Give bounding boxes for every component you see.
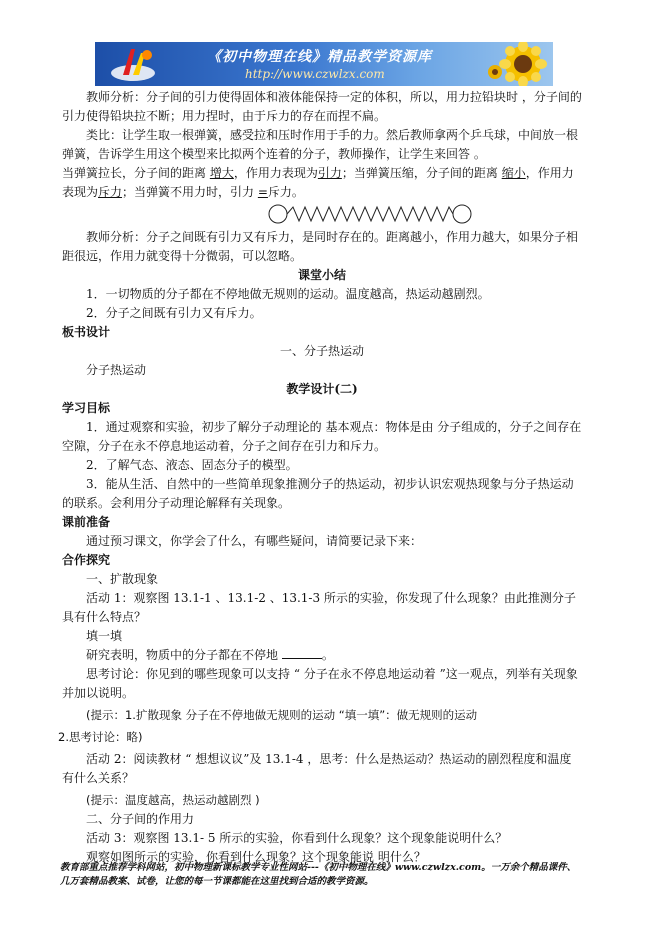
summary-item-1: 1．一切物质的分子都在不停地做无规则的运动。温度越高，热运动越剧烈。 bbox=[86, 287, 490, 301]
board-line-2: 分子热运动 bbox=[86, 363, 147, 377]
answer-equal: = bbox=[257, 185, 268, 199]
explore-heading: 合作探究 bbox=[62, 553, 111, 567]
fill-text: 研究表明，物质中的分子都在不停地 bbox=[86, 648, 282, 662]
answer-repulsion: 斥力 bbox=[98, 185, 123, 199]
spring-text-e: ；当弹簧不用力时，引力 bbox=[122, 185, 258, 199]
spring-text-c: ；当弹簧压缩，分子间的距离 bbox=[341, 166, 502, 180]
sunflower-icon bbox=[487, 42, 551, 86]
goal-3: 3．能从生活、自然中的一些简单现象推测分子的热运动，初步认识宏观热现象与分子热运动的联系。会利用分子动理论解释有关现象。 bbox=[62, 477, 574, 510]
answer-increase: 增大 bbox=[209, 166, 234, 180]
design-two-heading: 教学设计(二) bbox=[286, 382, 358, 396]
activity-3b: 观察如图所示的实验，你看到什么现象？这个现象能说 明什么？ bbox=[86, 850, 426, 864]
goals-heading: 学习目标 bbox=[62, 401, 111, 415]
spring-text-a: 当弹簧拉长，分子间的距离 bbox=[62, 166, 210, 180]
spring-figure-row bbox=[62, 202, 582, 228]
spring-model-figure bbox=[267, 203, 473, 225]
section-forces: 二、分子间的作用力 bbox=[86, 812, 195, 826]
teacher-analysis-1: 教师分析：分子间的引力使得固体和液体能保持一定的体积，所以，用力拉铅块时 ，分子间的引力使得铅块拉不断；用力捏时，由于斥力的存在而捏不扁。 bbox=[62, 90, 582, 123]
goal-2: 2．了解气态、液态、固态分子的模型。 bbox=[86, 458, 298, 472]
fill-label: 填一填 bbox=[86, 629, 123, 643]
hint-1-continued: 2.思考讨论：略) bbox=[58, 730, 143, 744]
footer-line-1: 教育部重点推荐学科网站，初中物理新课标教学专业性网站---《初中物理在线》www.czwlzx.com。一万余个精品课件、 bbox=[60, 862, 577, 873]
fill-blank bbox=[282, 646, 322, 659]
hint-2: (提示：温度越高，热运动越剧烈 ) bbox=[86, 793, 260, 807]
site-logo-icon bbox=[109, 45, 157, 83]
spring-text-f: 斥力。 bbox=[267, 185, 304, 199]
spring-explanation bbox=[62, 164, 582, 202]
banner-title: 《初中物理在线》精品教学资源库 bbox=[207, 49, 432, 65]
answer-attraction: 引力 bbox=[317, 166, 342, 180]
prep-heading: 课前准备 bbox=[62, 515, 111, 529]
fill-sentence bbox=[62, 646, 582, 665]
board-design-heading: 板书设计 bbox=[62, 325, 111, 339]
think-discussion: 思考讨论：你见到的哪些现象可以支持 “ 分子在永不停息地运动着 ”这一观点，列举有关现象并加以说明。 bbox=[62, 667, 578, 700]
spring-text-b: ，作用力表现为 bbox=[233, 166, 318, 180]
footer-line-2: 几万套精品教案、试卷，让您的每一节课都能在这里找到合适的教学资源。 bbox=[60, 876, 374, 887]
fill-end: 。 bbox=[321, 648, 334, 662]
activity-3: 活动 3：观察图 13.1- 5 所示的实验，你看到什么现象？这个现象能说明什么？ bbox=[86, 831, 508, 845]
section-diffusion: 一、扩散现象 bbox=[86, 572, 159, 586]
board-line-1: 一、分子热运动 bbox=[279, 344, 364, 358]
document-body bbox=[58, 88, 582, 867]
summary-item-2: 2．分子之间既有引力又有斥力。 bbox=[86, 306, 262, 320]
hint-1: (提示：1.扩散现象 分子在不停地做无规则的运动 “填一填”：做无规则的运动 bbox=[86, 708, 478, 722]
activity-1: 活动 1：观察图 13.1-1 、13.1-2 、13.1-3 所示的实验，你发现了什么现象？由此推测分子具有什么特点？ bbox=[62, 591, 576, 624]
banner-url[interactable]: http://www.czwlzx.com bbox=[245, 67, 385, 81]
spring-text-d: ，作用力表现为 bbox=[62, 166, 574, 199]
summary-heading: 课堂小结 bbox=[297, 268, 346, 282]
goal-1: 1．通过观察和实验，初步了解分子动理论的 基本观点：物体是由 分子组成的，分子之间存在空隙，分子在永不停息地运动着，分子之间存在引力和斥力。 bbox=[62, 420, 582, 453]
header-banner bbox=[95, 42, 553, 86]
prep-text: 通过预习课文，你学会了什么，有哪些疑问，请简要记录下来： bbox=[86, 534, 423, 548]
answer-decrease: 缩小 bbox=[501, 166, 526, 180]
analogy-paragraph: 类比：让学生取一根弹簧，感受拉和压时作用于手的力。然后教师拿两个乒乓球，中间放一根弹簧，告诉学生用这个模型来比拟两个连着的分子，教师操作，让学生来回答 。 bbox=[62, 128, 579, 161]
activity-2: 活动 2：阅读教材 “ 想想议议”及 13.1-4 ，思考：什么是热运动？热运动的剧烈程度和温度有什么关系？ bbox=[62, 752, 572, 785]
teacher-analysis-2: 教师分析：分子之间既有引力又有斥力，是同时存在的。距离越小，作用力越大，如果分子相距很远，作用力就变得十分微弱，可以忽略。 bbox=[62, 230, 579, 263]
footer bbox=[60, 861, 605, 889]
